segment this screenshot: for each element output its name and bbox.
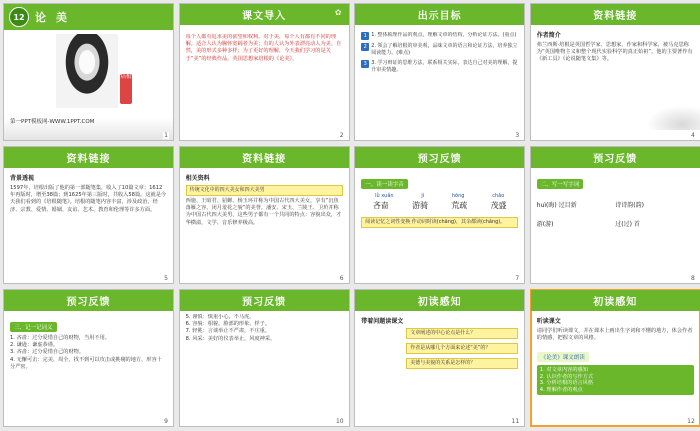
slide-thumbnail-12[interactable] (530, 289, 700, 427)
slide-number: 1 (164, 132, 168, 139)
slide-title: 出示目标 (355, 4, 524, 25)
word-row: 吝啬 游骑 荒疏 茂盛 (372, 201, 507, 210)
slide-body-text: 1. 吝啬：过分爱惜自己的财物，当用不用。 2. 谦逊：谦虚恭谨。 3. 吝啬：过分爱惜自己的财物。 4. 无懈可击：完美、周全，找不到可以攻击或挑剔的地方，形容十分严密。 (10, 335, 162, 370)
slide-thumbnail-11[interactable] (354, 289, 525, 427)
slide-number: 11 (511, 418, 520, 425)
slide-thumbnail-6[interactable] (179, 146, 350, 284)
slide-thumbnail-9[interactable] (3, 289, 174, 427)
task-item: 2. 认识作者的写作方式 (539, 373, 594, 380)
slide-body-text: 请同学们听读课文，并在课本上画出生字词和不懂的地方，体会作者的情感，把握文章的风格。 (536, 328, 693, 342)
decoration-icon: ✿ (334, 8, 343, 17)
section-heading: 听读课文 (536, 318, 561, 325)
slide-sorter-grid (3, 3, 697, 427)
slide-title: 资料链接 (531, 4, 700, 25)
task-item: 3. 分析培根的语言风格 (539, 380, 594, 387)
slide-number: 4 (690, 132, 695, 139)
slide-number: 2 (339, 132, 344, 139)
slide-thumbnail-3[interactable] (354, 3, 525, 141)
section-heading: 作者简介 (536, 32, 561, 39)
slide-thumbnail-2[interactable] (179, 3, 350, 141)
section-heading: 相关资料 (185, 175, 210, 182)
dictation-item: huì(晦) 过目新 (536, 202, 577, 209)
slide-number: 3 (515, 132, 520, 139)
slide-number: 10 (335, 418, 344, 425)
section-tag: 二、写一写字词 (537, 179, 584, 189)
slide-title: 初读感知 (531, 290, 700, 311)
question-bubble: 文章阐述的中心论点是什么？ (406, 328, 518, 339)
dictation-item: 游(游) (536, 221, 554, 228)
author-label: 培根 (120, 74, 132, 104)
highlight-box: 传统文化中的四大美女和四大美男 (186, 185, 343, 196)
slide-body-text: 1597年，培根出版了他的第一部随笔集，收入了10篇文章；1612年再版时，增至38篇；到1625年第三版时，共收入58篇，这就是今天我们看到的《培根随笔》。培根的随笔内容丰富，涉及政治、经济、宗教、爱情、婚姻、友谊、艺术、教育和伦理等许多方面。 (10, 185, 167, 213)
ink-painting-decoration (640, 102, 700, 130)
goal-item: 2 2. 领会了解培根的审美观，品味文章的语言和论证方法，培养独立阅读能力。(难点) (361, 43, 518, 57)
task-item: 1. 对文章内容的感知 (539, 367, 588, 374)
slide-number: 12 (687, 418, 695, 425)
question-bubble: 作者是从哪几个方面来论述“美”的？ (406, 343, 518, 354)
slide-number: 8 (690, 275, 695, 282)
slide-title: 预习反馈 (180, 290, 349, 311)
slide-title: 初读感知 (355, 290, 524, 311)
slide-title: 预习反馈 (355, 147, 524, 168)
dictation-item: 过(过) 首 (615, 221, 640, 228)
slide-thumbnail-1[interactable] (3, 3, 174, 141)
slide-title: 资料链接 (4, 147, 173, 168)
slide-thumbnail-10[interactable] (179, 289, 350, 427)
goal-item: 3 3. 学习辩证的思维方法，联系相关实际，表达自己对美的理解，提升审美情趣。 (361, 60, 518, 74)
slide-title: 课文导入 ✿ (180, 4, 349, 25)
section-tag: 一、读一读字音 (361, 179, 408, 189)
slide-body-text: 5. 谨慎：慎重小心，不马虎。 6. 容貌：相貌，脸部的形象，样子。 7. 轻佻：言谈举止不严肃，不庄重。 8. 风采：美好的仪表举止，风度神采。 (185, 314, 276, 342)
slide-number: 9 (164, 418, 168, 425)
dictation-item: 诗诗韵(韵) (615, 202, 644, 209)
pinyin-row: lǜ xuǎn jì hōng chǎo (375, 193, 505, 199)
title-banner (4, 4, 173, 30)
goal-item: 1 1. 整体梳理作品的观点，理解文章的结构，分析论证方法。(重点) (361, 32, 518, 40)
audio-link[interactable]: 《论美》课文朗读 (537, 352, 589, 362)
slide-number: 6 (339, 275, 344, 282)
lesson-title: 论 美 (35, 11, 70, 24)
slide-title: 预习反馈 (531, 147, 700, 168)
task-item: 4. 理解作者的观点 (539, 386, 583, 393)
slide-number: 5 (164, 275, 168, 282)
slide-thumbnail-7[interactable] (354, 146, 525, 284)
section-heading: 带着问题读课文 (361, 318, 404, 325)
lesson-number-badge: 12 (9, 7, 29, 27)
slide-title: 资料链接 (180, 147, 349, 168)
slide-thumbnail-5[interactable] (3, 146, 174, 284)
question-bubble: 美德与美貌的关系是怎样的？ (406, 358, 518, 369)
slide-body-text: 弗兰西斯·培根是英国哲学家、思想家、作家和科学家，被马克思称为“英国唯物主义和整个现代实验科学的真正始祖”。他的主要著作有《新工具》《论说随笔文集》等。 (536, 42, 693, 63)
slide-number: 7 (515, 275, 520, 282)
section-heading: 背景透视 (10, 175, 35, 182)
template-footer: 第一PPT模板网-WWW.1PPT.COM (10, 119, 95, 125)
slide-thumbnail-4[interactable] (530, 3, 700, 141)
slide-body-text: 每个人都有追求美的欲望和权利。对于美，每个人有都有不同的理解。适合人认为胸怀宽阔者为美；有的人认为外表漂亮动人为美。自然，美的形式多种多样；为了更好的理解，今天我们学习的是关于“美”的经典作品。英国思想家培根的《论美》。 (185, 34, 342, 62)
slide-title: 预习反馈 (4, 290, 173, 311)
slide-thumbnail-8[interactable] (530, 146, 700, 284)
author-portrait-image (56, 34, 118, 108)
note-box: 阅读记忆之词性变换 作动词时读(chāng)，其余都读(chǎng)。 (361, 217, 518, 228)
section-tag: 三、记一记词义 (10, 322, 57, 332)
slide-body-text: 西施、王昭君、貂蝉、杨玉环并称为中国古代四大美女，享有“沉鱼落雁之容、闭月羞花之貌”的美誉。潘安、宋玉、兰陵王、卫玠并称为中国古代四大美男，这些男子都有一个共同的特点：容貌出众，才华横溢，文学、音乐修养极高。 (185, 198, 342, 226)
